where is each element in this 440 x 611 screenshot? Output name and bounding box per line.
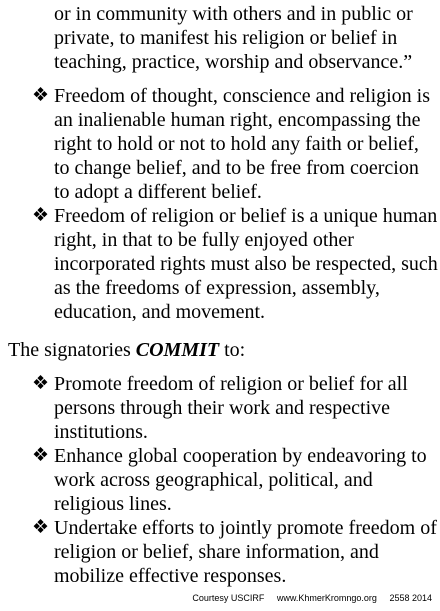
commit-suffix: to: <box>219 339 246 361</box>
commit-prefix: The signatories <box>8 339 136 361</box>
footer-credit <box>0 591 432 605</box>
diamond-bullet-icon: ❖ <box>32 205 50 226</box>
diamond-bullet-icon: ❖ <box>32 445 50 466</box>
bullet-line: religion or belief, share information, and <box>54 541 379 563</box>
diamond-bullet-icon: ❖ <box>32 373 50 394</box>
bullet-line: Enhance global cooperation by endeavoring to <box>54 445 427 467</box>
bullet-line: Promote freedom of religion or belief for all <box>54 373 408 395</box>
bullet-text <box>54 84 438 204</box>
bullet-line: an inalienable human right, encompassing the <box>54 109 421 131</box>
bullet-text <box>54 444 438 516</box>
bullet-line: right, in that to be fully enjoyed other <box>54 229 354 251</box>
intro-paragraph <box>54 2 438 74</box>
bullet-line: institutions. <box>54 421 148 443</box>
bullet-line: mobilize effective responses. <box>54 565 287 587</box>
credit-text: Courtesy USCIRF <box>192 593 265 603</box>
commit-emphasis: COMMIT <box>135 339 220 361</box>
intro-line: or in community with others and in public or <box>54 3 413 25</box>
bullet-line: religious lines. <box>54 493 172 515</box>
bullet-line: incorporated rights must also be respected, such <box>54 253 438 275</box>
bullet-line: to adopt a different belief. <box>54 181 262 203</box>
diamond-bullet-icon: ❖ <box>32 517 50 538</box>
bullet-line: right to hold or not to hold any faith or belief, <box>54 133 419 155</box>
bullet-line: work across geographical, political, and <box>54 469 373 491</box>
year-text: 2558 2014 <box>389 593 432 603</box>
bullet-text <box>54 516 438 588</box>
intro-line: private, to manifest his religion or belief in <box>54 27 398 49</box>
bullet-text <box>54 204 438 324</box>
bullet-line: Freedom of thought, conscience and religion is <box>54 85 431 107</box>
intro-line: teaching, practice, worship and observance.” <box>54 51 413 73</box>
website-link[interactable]: www.KhmerKromngo.org <box>276 593 377 603</box>
bullet-text <box>54 372 438 444</box>
bullet-line: as the freedoms of expression, assembly, <box>54 277 380 299</box>
diamond-bullet-icon: ❖ <box>32 85 50 106</box>
commit-heading <box>8 338 245 362</box>
bullet-line: persons through their work and respective <box>54 397 391 419</box>
bullet-line: to change belief, and to be free from coercion <box>54 157 419 179</box>
bullet-line: Undertake efforts to jointly promote freedom of <box>54 517 437 539</box>
bullet-line: Freedom of religion or belief is a unique human <box>54 205 438 227</box>
bullet-line: education, and movement. <box>54 301 266 323</box>
